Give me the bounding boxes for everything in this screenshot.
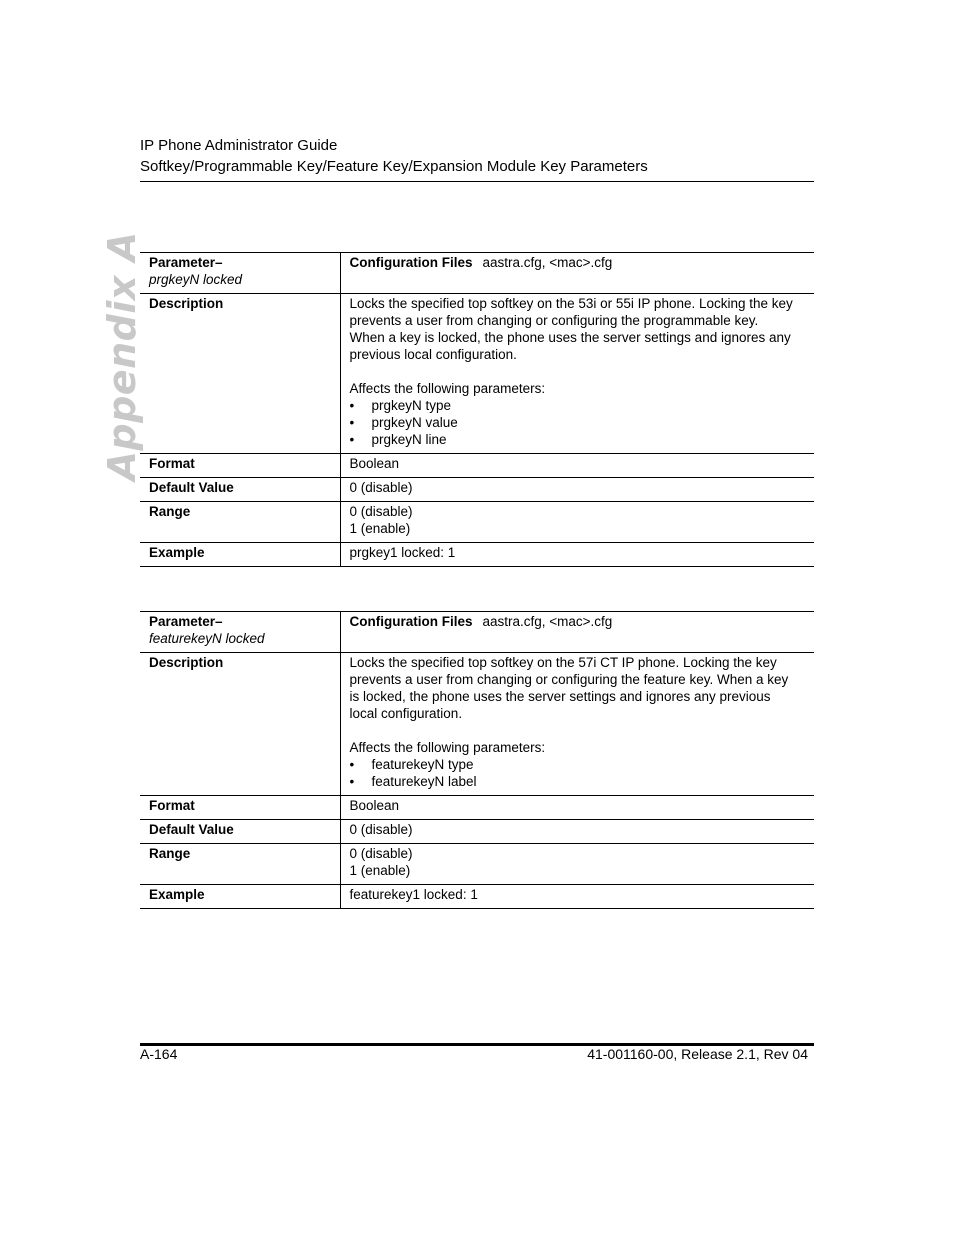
- parameter-cell: [140, 253, 340, 294]
- list-item: [350, 397, 807, 414]
- description-line: Locks the specified top softkey on the 57i CT IP phone. Locking the key: [349, 655, 777, 670]
- range-label: Range: [140, 502, 340, 543]
- document-id: 41-001160-00, Release 2.1, Rev 04: [587, 1046, 808, 1062]
- description-label: Description: [140, 653, 340, 796]
- parameter-name: prgkeyN locked: [149, 272, 243, 287]
- paragraph-gap: [350, 363, 807, 380]
- appendix-label: Appendix A: [100, 231, 144, 481]
- table-row: [140, 543, 814, 567]
- table-row: [140, 478, 814, 502]
- appendix-side-tab: [100, 231, 144, 481]
- config-files-label: Configuration Files: [349, 614, 473, 629]
- list-item-text: prgkeyN line: [371, 432, 447, 447]
- page-footer: [140, 1043, 814, 1062]
- example-label: Example: [140, 543, 340, 567]
- list-item-text: featurekeyN type: [371, 757, 474, 772]
- description-line: local configuration.: [349, 706, 463, 721]
- section-title: Softkey/Programmable Key/Feature Key/Expansion Module Key Parameters: [140, 158, 648, 175]
- parameter-label: Parameter–: [149, 614, 223, 629]
- bullet-icon: •: [349, 774, 355, 789]
- default-value-label: Default Value: [140, 478, 340, 502]
- config-files-label: Configuration Files: [349, 255, 473, 270]
- parameter-name: featurekeyN locked: [149, 631, 265, 646]
- affects-label: Affects the following parameters:: [349, 381, 546, 396]
- parameter-cell: [140, 612, 340, 653]
- parameter-label: Parameter–: [149, 255, 223, 270]
- parameter-table-prgkey-locked: [140, 252, 814, 567]
- table-row: [140, 796, 814, 820]
- table-row: [140, 820, 814, 844]
- example-value: featurekey1 locked: 1: [340, 885, 814, 909]
- range-value: 0 (disable): [349, 846, 413, 861]
- default-value: 0 (disable): [340, 820, 814, 844]
- config-files-value: aastra.cfg, <mac>.cfg: [482, 614, 613, 629]
- header-rule: [140, 181, 814, 182]
- table-row: [140, 502, 814, 543]
- list-item: [350, 773, 807, 790]
- config-files-value: aastra.cfg, <mac>.cfg: [482, 255, 613, 270]
- range-cell: [340, 844, 814, 885]
- description-line: previous local configuration.: [349, 347, 517, 362]
- table-row: [140, 294, 814, 454]
- example-label: Example: [140, 885, 340, 909]
- description-cell: [340, 294, 814, 454]
- description-line: When a key is locked, the phone uses the server settings and ignores any: [349, 330, 791, 345]
- default-value-label: Default Value: [140, 820, 340, 844]
- format-label: Format: [140, 454, 340, 478]
- table-row: [140, 454, 814, 478]
- guide-title: IP Phone Administrator Guide: [140, 137, 338, 154]
- page-header: [140, 135, 814, 177]
- config-files-cell: [340, 612, 814, 653]
- list-item-text: prgkeyN value: [371, 415, 458, 430]
- range-value: 0 (disable): [349, 504, 413, 519]
- paragraph-gap: [350, 722, 807, 739]
- list-item-text: prgkeyN type: [371, 398, 452, 413]
- range-value: 1 (enable): [349, 521, 411, 536]
- parameter-table-featurekey-locked: [140, 611, 814, 909]
- table-row: [140, 253, 814, 294]
- description-cell: [340, 653, 814, 796]
- bullet-icon: •: [349, 432, 355, 447]
- page-number: A-164: [140, 1046, 178, 1062]
- table-row: [140, 844, 814, 885]
- list-item: [350, 756, 807, 773]
- list-item: [350, 431, 807, 448]
- table-row: [140, 612, 814, 653]
- description-line: prevents a user from changing or configuring the programmable key.: [349, 313, 759, 328]
- range-cell: [340, 502, 814, 543]
- config-files-cell: [340, 253, 814, 294]
- table-row: [140, 653, 814, 796]
- description-line: is locked, the phone uses the server settings and ignores any previous: [349, 689, 771, 704]
- affects-label: Affects the following parameters:: [349, 740, 546, 755]
- description-line: Locks the specified top softkey on the 53i or 55i IP phone. Locking the key: [349, 296, 793, 311]
- default-value: 0 (disable): [340, 478, 814, 502]
- bullet-icon: •: [349, 757, 355, 772]
- example-value: prgkey1 locked: 1: [340, 543, 814, 567]
- table-row: [140, 885, 814, 909]
- list-item: [350, 414, 807, 431]
- range-value: 1 (enable): [349, 863, 411, 878]
- range-label: Range: [140, 844, 340, 885]
- format-value: Boolean: [340, 454, 814, 478]
- description-line: prevents a user from changing or configuring the feature key. When a key: [349, 672, 789, 687]
- bullet-icon: •: [349, 398, 355, 413]
- list-item-text: featurekeyN label: [371, 774, 477, 789]
- format-label: Format: [140, 796, 340, 820]
- bullet-icon: •: [349, 415, 355, 430]
- description-label: Description: [140, 294, 340, 454]
- format-value: Boolean: [340, 796, 814, 820]
